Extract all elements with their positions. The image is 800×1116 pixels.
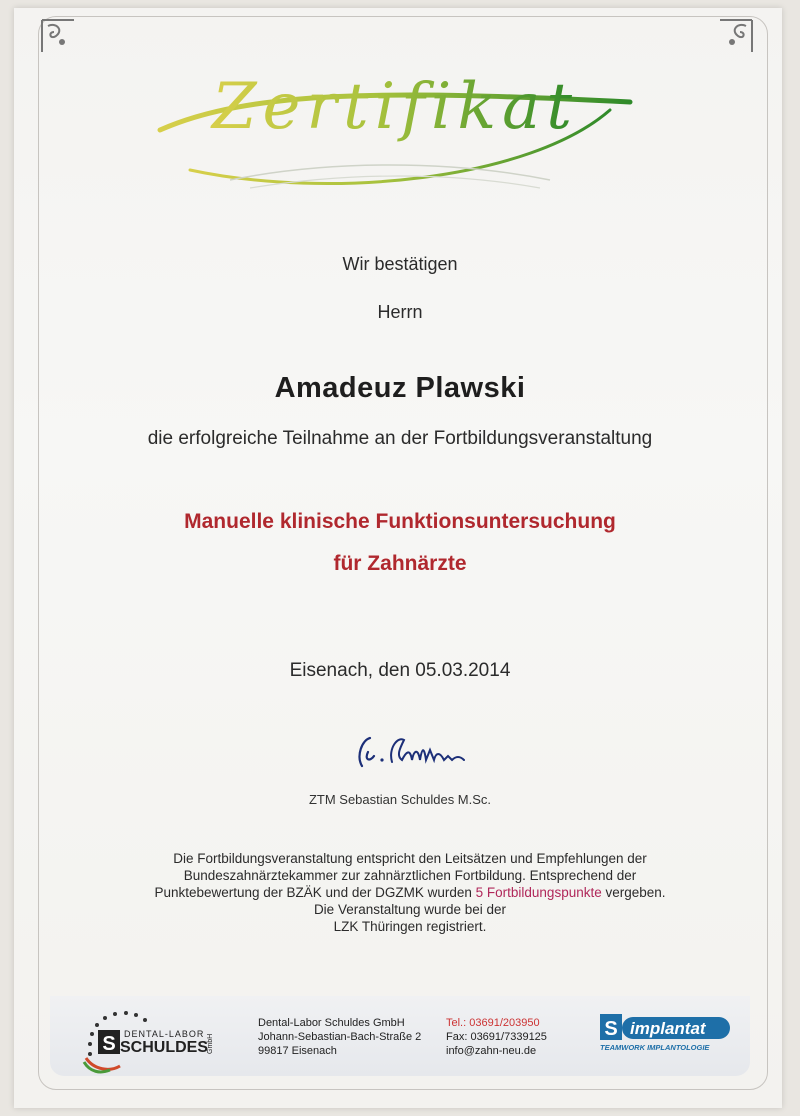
place-date: Eisenach, den 05.03.2014: [289, 660, 511, 681]
notice-line: Die Fortbildungsveranstaltung entspricht den Leitsätzen und Empfehlungen der: [173, 851, 647, 866]
corner-ornament-icon: [716, 16, 756, 56]
certificate-title-logo: [130, 50, 660, 200]
svg-text:S: S: [604, 1018, 618, 1040]
participation-text: die erfolgreiche Teilnahme an der Fortbildungsveranstaltung: [147, 428, 653, 449]
notice-text: Punktebewertung der BZÄK und der DGZMK wurden: [154, 885, 472, 900]
signer-name: ZTM Sebastian Schuldes M.Sc.: [308, 792, 492, 807]
phone-number: Tel.: 03691/203950: [446, 1017, 540, 1029]
salutation-text: Herrn: [377, 302, 423, 322]
recipient-name: Amadeuz Plawski: [274, 372, 526, 404]
svg-text:S: S: [102, 1033, 116, 1055]
svg-text:GmbH: GmbH: [207, 1033, 214, 1054]
course-title-line1: Manuelle klinische Funktionsuntersuchung: [184, 510, 616, 533]
svg-text:DENTAL-LABOR: DENTAL-LABOR: [124, 1029, 205, 1039]
implantat-logo-icon: [600, 1014, 732, 1054]
svg-text:TEAMWORK IMPLANTOLOGIE: TEAMWORK IMPLANTOLOGIE: [600, 1043, 710, 1052]
fax-number: Fax: 03691/7339125: [446, 1031, 547, 1043]
accreditation-notice: [95, 850, 725, 935]
company-contact: [446, 1016, 547, 1058]
course-title-line2: für Zahnärzte: [333, 552, 467, 575]
notice-line: Die Veranstaltung wurde bei der: [313, 902, 507, 917]
notice-line: Bundeszahnärztekammer zur zahnärztlichen Fortbildung. Entsprechend der: [183, 868, 637, 883]
corner-ornament-icon: [38, 16, 78, 56]
svg-text:SCHULDES: SCHULDES: [120, 1039, 209, 1056]
company-name: Dental-Labor Schuldes GmbH: [258, 1017, 405, 1029]
schuldes-logo-icon: [80, 1004, 220, 1074]
notice-line: LZK Thüringen registriert.: [333, 919, 487, 934]
svg-text:implantat: implantat: [630, 1019, 706, 1038]
points-highlight: 5 Fortbildungspunkte: [475, 885, 602, 900]
company-address: [258, 1016, 421, 1058]
company-city: 99817 Eisenach: [258, 1045, 337, 1057]
notice-text: vergeben.: [605, 885, 666, 900]
title-text: Zertifikat: [212, 70, 578, 144]
confirm-text: Wir bestätigen: [342, 254, 458, 274]
signature: [348, 726, 478, 774]
company-street: Johann-Sebastian-Bach-Straße 2: [258, 1031, 422, 1043]
notice-line: [95, 884, 725, 901]
email-address: info@zahn-neu.de: [446, 1045, 537, 1057]
